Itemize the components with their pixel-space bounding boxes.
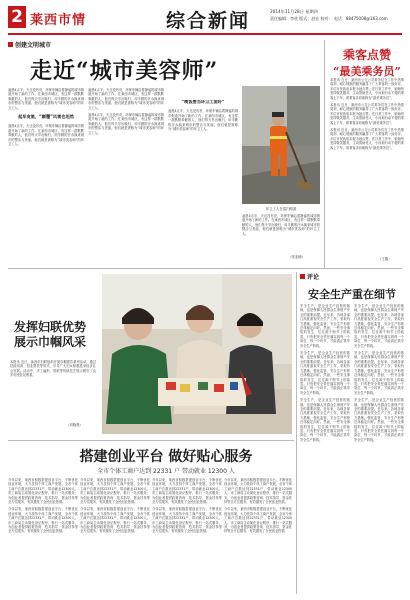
story2-text: 本报讯 近日，莱西市公交公司乘务员在工作中热情周到、耐心细致的服务赢得了广大乘客的一致好评，多位市民致电本报为她点赞。在日常工作中，她始终坚持微笑服务，主动帮助老人、小孩和行动不便的乘客上下车，被乘客亲切地称为“最美乘务员”。	[330, 78, 404, 100]
masthead	[8, 6, 402, 32]
masthead-rule	[8, 33, 402, 35]
story1-lead: 凌晨4点半，天还没有亮，环保车辆沿着静谧的城市街道开始了新的工作。在莱西市城区，有这样一群默默奉献的人，他们每天早出晚归，用辛勤的汗水换来城市的整洁与美丽，他们就是被称为“城市美容师”的环卫工人。	[8, 88, 84, 110]
editor-text: 责任编辑：李欣 版式：赵宏 校对：	[270, 16, 333, 21]
story1-body-cont: 凌晨4点半，天还没有亮，环保车辆沿着静谧的城市街道开始了新的工作。在莱西市城区，有这样一群默默奉献的人，他们每天早出晚归，用辛勤的汗水换来城市的整洁与美丽，他们就是被称为“城市美容师”的环卫工人。	[8, 124, 84, 147]
commentary-marker	[300, 274, 305, 279]
story4-headline: 搭建创业平台 做好贴心服务	[79, 449, 253, 465]
story2-byline: （王鑫）	[378, 257, 392, 261]
story1-body-col3: 凌晨4点半，天还没有亮，环保车辆沿着静谧的城市街道开始了新的工作。在莱西市城区，有这样一群默默奉献的人，他们每天早出晚归，用辛勤的汗水换来城市的整洁与美丽，他们就是被称为“城市美容师”的环卫工人。	[168, 109, 238, 132]
crafting-women-photo	[102, 274, 292, 434]
commentary-col2	[354, 304, 404, 594]
date-line: 2014年11月28日 星期四	[270, 9, 318, 14]
story1-col3	[168, 100, 238, 260]
commentary-text-e: 安全生产，是企业生产经营的基础，也是保障人民群众生命财产安全的重要前提。近年来，各地各部门高度重视安全生产工作，采取有力措施，强化监管，安全生产形势总体稳定向好。然而，一些安全事故的发生，往往源于细节上的疏忽。只有把安全责任落实到每一个岗位、每一个环节，才能真正筑牢安全生产防线。	[354, 351, 404, 395]
photo-caption: 环卫工人在清扫路面	[265, 207, 297, 211]
story4-col3	[152, 478, 222, 594]
story1-body-col2: 凌晨4点半，天还没有亮，环保车辆沿着静谧的城市街道开始了新的工作。在莱西市城区，有这样一群默默奉献的人，他们每天早出晚归，用辛勤的汗水换来城市的整洁与美丽，他们就是被称为“城市美容师”的环卫工人。	[88, 88, 164, 110]
story4-text-h: 今年以来，莱西市积极搭建创业平台，不断优化创业环境，大力扶持个体工商户发展，全市个体工商户总数达到22331户，带动就业12300人。市工商局主动简化登记程序，推行一站式服务，为创业者提供政策咨询、技术指导、资金扶持等全方位服务，有效激发了全民创业热情。	[224, 507, 292, 534]
street-sweeper-photo	[242, 86, 320, 204]
story1-headline: 走近“城市美容师”	[30, 58, 219, 84]
commentary-divider	[296, 272, 297, 594]
page-number: 2	[11, 7, 23, 27]
story4-text-f: 今年以来，莱西市积极搭建创业平台，不断优化创业环境，大力扶持个体工商户发展，全市个体工商户总数达到22331户，带动就业12300人。市工商局主动简化登记程序，推行一站式服务，为创业者提供政策咨询、技术指导、资金扶持等全方位服务，有效激发了全民创业热情。	[152, 507, 222, 534]
story1-col4	[242, 214, 320, 258]
phone-text: 电话：88475008@163.com	[333, 16, 388, 21]
story2-headline-line2: “最美乘务员”	[333, 65, 401, 78]
story1-body-col4: 凌晨4点半，天还没有亮，环保车辆沿着静谧的城市街道开始了新的工作。在莱西市城区，有这样一群默默奉献的人，他们每天早出晚归，用辛勤的汗水换来城市的整洁与美丽，他们就是被称为“城市美容师”的环卫工人。	[242, 214, 320, 236]
story2-text-c: 本报讯 近日，莱西市公交公司乘务员在工作中热情周到、耐心细致的服务赢得了广大乘客的一致好评，多位市民致电本报为她点赞。在日常工作中，她始终坚持微笑服务，主动帮助老人、小孩和行动不便的乘客上下车，被乘客亲切地称为“最美乘务员”。	[330, 128, 404, 150]
story4-col2	[80, 478, 150, 594]
story4-subhead: 全市个体工商户达到 22331 户 带动就业 12300 人	[97, 468, 235, 475]
commentary-text-b: 安全生产，是企业生产经营的基础，也是保障人民群众生命财产安全的重要前提。近年来，各地各部门高度重视安全生产工作，采取有力措施，强化监管，安全生产形势总体稳定向好。然而，一些安全事故的发生，往往源于细节上的疏忽。只有把安全责任落实到每一个岗位、每一个环节，才能真正筑牢安全生产防线。	[300, 351, 350, 395]
kicker-text: 创建文明城市	[15, 42, 52, 49]
page-number-box	[8, 6, 26, 28]
commentary-text-c: 安全生产，是企业生产经营的基础，也是保障人民群众生命财产安全的重要前提。近年来，各地各部门高度重视安全生产工作，采取有力措施，强化监管，安全生产形势总体稳定向好。然而，一些安全事故的发生，往往源于细节上的疏忽。只有把安全责任落实到每一个岗位、每一个环节，才能真正筑牢安全生产防线。	[300, 398, 350, 442]
commentary-text-d: 安全生产，是企业生产经营的基础，也是保障人民群众生命财产安全的重要前提。近年来，各地各部门高度重视安全生产工作，采取有力措施，强化监管，安全生产形势总体稳定向好。然而，一些安全事故的发生，往往源于细节上的疏忽。只有把安全责任落实到每一个岗位、每一个环节，才能真正筑牢安全生产防线。	[354, 304, 404, 348]
story1-subhead2: “晚饭要当环卫工面好”	[181, 100, 225, 104]
column-name: 莱西市情	[30, 13, 87, 28]
story4-text-c: 今年以来，莱西市积极搭建创业平台，不断优化创业环境，大力扶持个体工商户发展，全市个体工商户总数达到22331户，带动就业12300人。市工商局主动简化登记程序，推行一站式服务，为创业者提供政策咨询、技术指导、资金扶持等全方位服务，有效激发了全民创业热情。	[80, 478, 150, 505]
story2-headline	[330, 46, 404, 79]
story3-headline-line1: 发挥妇联优势	[14, 320, 87, 334]
story4-text-b: 今年以来，莱西市积极搭建创业平台，不断优化创业环境，大力扶持个体工商户发展，全市个体工商户总数达到22331户，带动就业12300人。市工商局主动简化登记程序，推行一站式服务，为创业者提供政策咨询、技术指导、资金扶持等全方位服务，有效激发了全民创业热情。	[8, 507, 78, 534]
story3-text: 本报讯 近日，莱西市妇联组织开展巾帼建功系列活动，通过技能培训、创业帮扶等形式，引导广大妇女积极投身经济社会发展。活动中，手工编织、剪纸等传统技艺展示吸引了众多市民驻足观看。	[10, 360, 96, 378]
commentary-text-f: 安全生产，是企业生产经营的基础，也是保障人民群众生命财产安全的重要前提。近年来，各地各部门高度重视安全生产工作，采取有力措施，强化监管，安全生产形势总体稳定向好。然而，一些安全事故的发生，往往源于细节上的疏忽。只有把安全责任落实到每一个岗位、每一个环节，才能真正筑牢安全生产防线。	[354, 398, 404, 442]
commentary-kicker-text: 评论	[307, 274, 320, 281]
kicker-civilized-city	[8, 40, 51, 49]
story1-col2	[88, 88, 164, 260]
story4-text-a: 今年以来，莱西市积极搭建创业平台，不断优化创业环境，大力扶持个体工商户发展，全市个体工商户总数达到22331户，带动就业12300人。市工商局主动简化登记程序，推行一站式服务，为创业者提供政策咨询、技术指导、资金扶持等全方位服务，有效激发了全民创业热情。	[8, 478, 78, 505]
story3-headline	[14, 320, 96, 350]
story3-body	[10, 360, 96, 420]
story4-text-d: 今年以来，莱西市积极搭建创业平台，不断优化创业环境，大力扶持个体工商户发展，全市个体工商户总数达到22331户，带动就业12300人。市工商局主动简化登记程序，推行一站式服务，为创业者提供政策咨询、技术指导、资金扶持等全方位服务，有效激发了全民创业热情。	[80, 507, 150, 534]
mid-rule	[8, 268, 402, 269]
story3-byline: （刘晓燕）	[66, 423, 83, 427]
kicker-marker	[8, 42, 13, 47]
story1-subhead1: 起早贪黑，“颠覆”风雪也坦然	[18, 114, 74, 120]
commentary-col1	[300, 304, 350, 594]
commentary-text-a: 安全生产，是企业生产经营的基础，也是保障人民群众生命财产安全的重要前提。近年来，各地各部门高度重视安全生产工作，采取有力措施，强化监管，安全生产形势总体稳定向好。然而，一些安全事故的发生，往往源于细节上的疏忽。只有把安全责任落实到每一个岗位、每一个环节，才能真正筑牢安全生产防线。	[300, 304, 350, 348]
story3-headline-line2: 展示巾帼风采	[14, 335, 87, 349]
kicker-commentary	[300, 272, 319, 281]
story1-col1	[8, 88, 84, 260]
story1-body-col2b: 凌晨4点半，天还没有亮，环保车辆沿着静谧的城市街道开始了新的工作。在莱西市城区，有这样一群默默奉献的人，他们每天早出晚归，用辛勤的汗水换来城市的整洁与美丽，他们就是被称为“城市美容师”的环卫工人。	[88, 113, 164, 135]
editor-line	[270, 16, 388, 22]
story2-body	[330, 78, 404, 254]
story4-text-g: 今年以来，莱西市积极搭建创业平台，不断优化创业环境，大力扶持个体工商户发展，全市个体工商户总数达到22331户，带动就业12300人。市工商局主动简化登记程序，推行一站式服务，为创业者提供政策咨询、技术指导、资金扶持等全方位服务，有效激发了全民创业热情。	[224, 478, 292, 505]
story2-headline-line1: 乘客点赞	[342, 48, 391, 62]
commentary-headline: 安全生产重在细节	[308, 288, 396, 301]
story4-col1	[8, 478, 78, 594]
lower-rule	[8, 440, 294, 441]
story4-text-e: 今年以来，莱西市积极搭建创业平台，不断优化创业环境，大力扶持个体工商户发展，全市个体工商户总数达到22331户，带动就业12300人。市工商局主动简化登记程序，推行一站式服务，为创业者提供政策咨询、技术指导、资金扶持等全方位服务，有效激发了全民创业热情。	[152, 478, 222, 505]
column-divider	[324, 40, 325, 268]
section-title: 综合新闻	[166, 10, 251, 32]
story4-col4	[224, 478, 292, 594]
story2-text-b: 本报讯 近日，莱西市公交公司乘务员在工作中热情周到、耐心细致的服务赢得了广大乘客的一致好评，多位市民致电本报为她点赞。在日常工作中，她始终坚持微笑服务，主动帮助老人、小孩和行动不便的乘客上下车，被乘客亲切地称为“最美乘务员”。	[330, 103, 404, 125]
story1-byline: （张亚楠）	[288, 255, 305, 259]
